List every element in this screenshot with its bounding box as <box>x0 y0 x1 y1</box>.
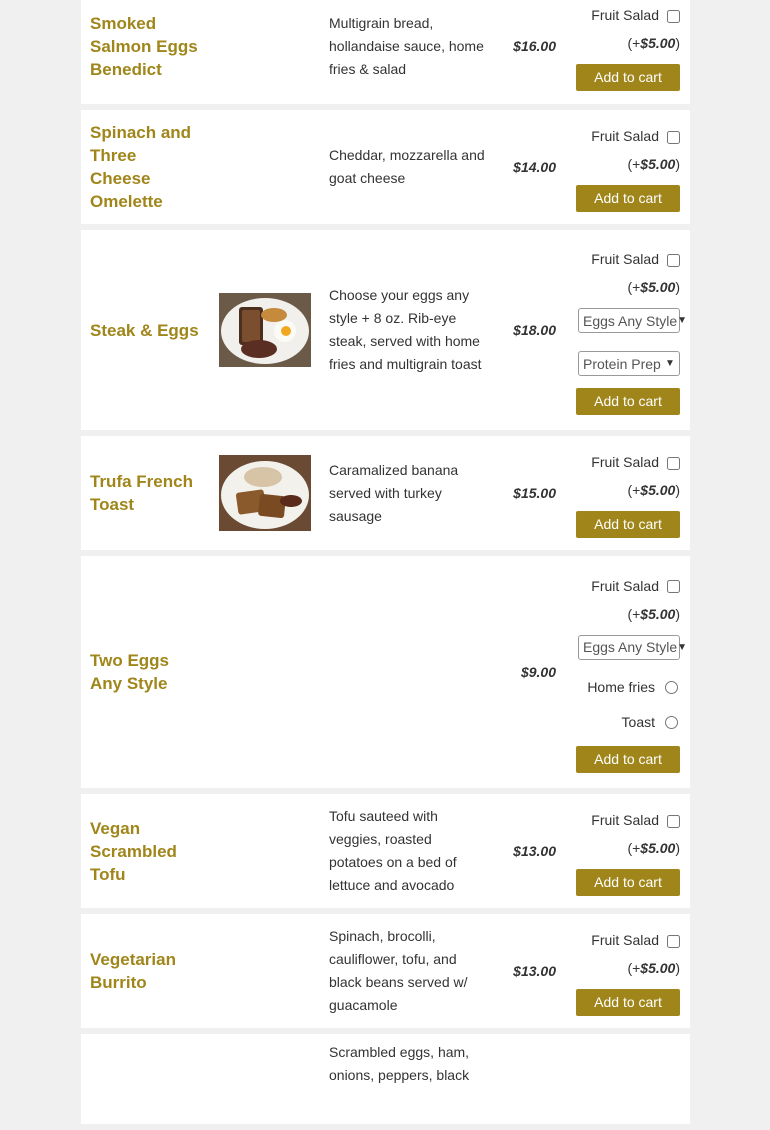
addon-label: Fruit Salad <box>591 577 659 594</box>
addon-suffix: ) <box>675 35 680 51</box>
addon-suffix: ) <box>675 279 680 295</box>
item-image-slot <box>209 794 320 908</box>
addon-label: Fruit Salad <box>591 454 659 470</box>
item-description: Spinach, brocolli, cauliflower, tofu, and black beans served w/ guacamole <box>329 928 468 1013</box>
item-image-slot <box>209 1034 320 1124</box>
fruit-salad-checkbox[interactable] <box>667 10 680 23</box>
item-name: Steak & Eggs <box>90 320 199 340</box>
fruit-salad-checkbox[interactable] <box>667 935 680 948</box>
add-to-cart-button[interactable]: Add to cart <box>576 989 680 1016</box>
addon-label: Fruit Salad <box>591 128 659 144</box>
fruit-salad-option <box>565 572 680 600</box>
eggs-style-select[interactable] <box>578 308 688 333</box>
home-fries-option <box>565 673 680 701</box>
item-options <box>565 245 690 415</box>
item-name: Trufa French Toast <box>90 472 193 514</box>
addon-price <box>565 273 680 301</box>
add-to-cart-button[interactable]: Add to cart <box>576 185 680 212</box>
addon-price-value: $5.00 <box>640 960 676 976</box>
chevron-down-icon: ▼ <box>677 315 688 326</box>
addon-label: Fruit Salad <box>591 932 659 948</box>
addon-price-value: $5.00 <box>640 482 676 498</box>
item-description: Scrambled eggs, ham, onions, peppers, black <box>329 1044 470 1083</box>
menu-item-row <box>81 436 690 556</box>
select-value: Eggs Any Style <box>583 639 678 655</box>
menu-item-row <box>81 556 690 794</box>
item-name: Two Eggs Any Style <box>90 651 170 693</box>
item-price: $18.00 <box>513 322 556 338</box>
add-to-cart-button[interactable]: Add to cart <box>576 746 680 773</box>
fruit-salad-option <box>565 122 680 150</box>
item-description: Cheddar, mozzarella and goat cheese <box>329 147 485 186</box>
fruit-salad-checkbox[interactable] <box>667 457 680 470</box>
addon-price-value: $5.00 <box>640 605 676 622</box>
fruit-salad-option <box>565 1 680 29</box>
addon-suffix: ) <box>675 156 680 172</box>
addon-suffix: ) <box>675 960 680 976</box>
fruit-salad-checkbox[interactable] <box>667 580 680 593</box>
addon-price-value: $5.00 <box>640 840 676 856</box>
radio-label: Home fries <box>587 678 655 695</box>
item-image-slot <box>209 0 320 104</box>
toast-option <box>565 708 680 736</box>
addon-price-value: $5.00 <box>640 156 676 172</box>
addon-price <box>565 834 680 862</box>
item-description: Choose your eggs any style + 8 oz. Rib-eye steak, served with home fries and multigrain toast <box>329 287 482 372</box>
select-value: Eggs Any Style <box>583 312 678 329</box>
menu-item-row <box>81 110 690 230</box>
menu-item-row <box>81 1034 690 1130</box>
menu-item-row <box>81 230 690 436</box>
chevron-down-icon: ▼ <box>677 641 688 653</box>
fruit-salad-checkbox[interactable] <box>667 131 680 144</box>
addon-prefix: (+ <box>627 156 641 172</box>
addon-prefix: (+ <box>627 960 641 976</box>
addon-label: Fruit Salad <box>591 7 659 23</box>
addon-price <box>565 600 680 628</box>
item-price: $13.00 <box>513 963 556 979</box>
menu-item-row <box>81 794 690 914</box>
fruit-salad-option <box>565 926 680 954</box>
menu-item-row <box>81 914 690 1034</box>
home-fries-radio[interactable] <box>665 681 678 694</box>
steak-eggs-photo <box>219 293 311 367</box>
item-image[interactable] <box>209 230 320 430</box>
item-price: $13.00 <box>513 843 556 859</box>
addon-suffix: ) <box>675 840 680 856</box>
item-price: $14.00 <box>513 159 556 175</box>
protein-prep-select[interactable] <box>578 351 680 376</box>
addon-prefix: (+ <box>627 279 641 295</box>
menu-item-row <box>81 0 690 110</box>
addon-prefix: (+ <box>627 840 641 856</box>
item-name: Vegetarian Burrito <box>90 950 176 992</box>
radio-label: Toast <box>621 713 655 730</box>
addon-prefix: (+ <box>627 482 641 498</box>
addon-suffix: ) <box>675 605 680 622</box>
toast-radio[interactable] <box>665 716 678 729</box>
item-description: Caramalized banana served with turkey sausage <box>329 461 459 524</box>
menu-list <box>81 0 690 1130</box>
addon-price <box>565 954 680 982</box>
fruit-salad-option <box>565 448 680 476</box>
french-toast-photo <box>219 455 311 531</box>
add-to-cart-button[interactable]: Add to cart <box>576 511 680 538</box>
select-value: Protein Prep <box>583 355 661 372</box>
chevron-down-icon: ▼ <box>665 358 675 369</box>
item-description: Multigrain bread, hollandaise sauce, home fries & salad <box>329 14 484 77</box>
item-price: $15.00 <box>513 485 556 501</box>
item-name: Vegan Scrambled Tofu <box>90 818 177 884</box>
item-image-slot <box>209 110 320 224</box>
item-description: Tofu sauteed with veggies, roasted potatoes on a bed of lettuce and avocado <box>329 808 457 893</box>
item-options <box>565 448 690 538</box>
item-name: Smoked Salmon Eggs Benedict <box>90 13 198 79</box>
addon-price <box>565 476 680 504</box>
addon-label: Fruit Salad <box>591 251 659 267</box>
add-to-cart-button[interactable]: Add to cart <box>576 64 680 91</box>
addon-price <box>565 29 680 57</box>
item-options <box>565 572 690 773</box>
add-to-cart-button[interactable]: Add to cart <box>576 388 680 415</box>
item-image[interactable] <box>209 436 320 550</box>
fruit-salad-option <box>565 806 680 834</box>
item-image-slot <box>209 914 320 1028</box>
addon-label: Fruit Salad <box>591 812 659 828</box>
item-options <box>565 806 690 896</box>
item-price: $16.00 <box>513 38 556 54</box>
eggs-style-select[interactable] <box>578 635 688 660</box>
addon-price-value: $5.00 <box>640 279 676 295</box>
addon-prefix: (+ <box>627 35 641 51</box>
item-options <box>565 926 690 1016</box>
addon-suffix: ) <box>675 482 680 498</box>
item-options <box>565 122 690 212</box>
item-name: Spinach and Three Cheese Omelette <box>90 123 192 211</box>
item-image-slot <box>209 556 320 788</box>
item-price: $9.00 <box>520 664 556 680</box>
fruit-salad-checkbox[interactable] <box>667 815 680 828</box>
fruit-salad-checkbox[interactable] <box>667 254 680 267</box>
addon-price-value: $5.00 <box>640 35 676 51</box>
item-options <box>565 1 690 91</box>
addon-prefix: (+ <box>627 605 641 622</box>
add-to-cart-button[interactable]: Add to cart <box>576 869 680 896</box>
addon-price <box>565 150 680 178</box>
fruit-salad-option <box>565 245 680 273</box>
